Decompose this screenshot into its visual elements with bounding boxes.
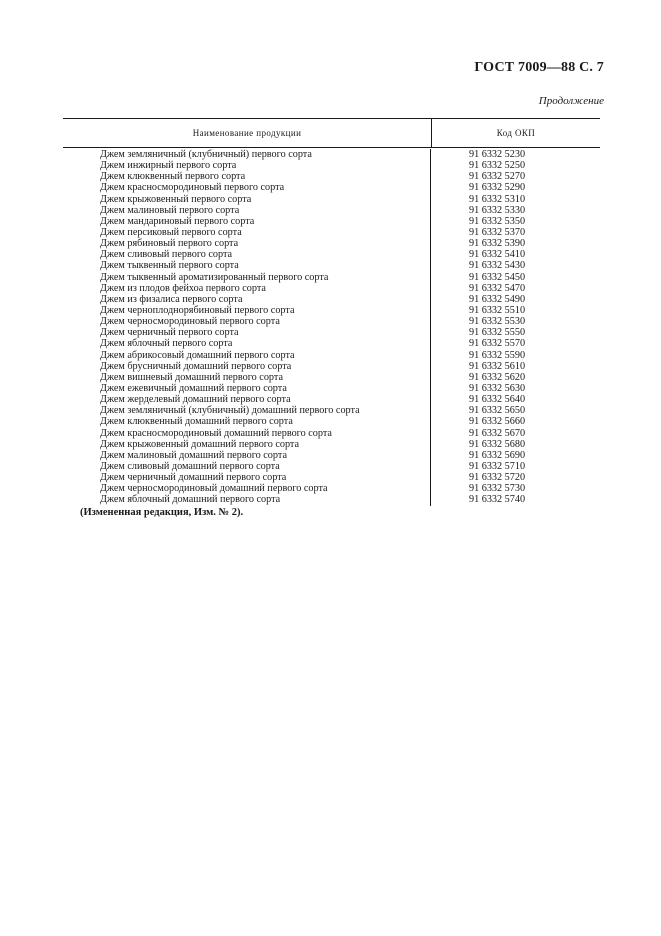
table-row: [63, 405, 600, 416]
okp-code-cell: 91 6332 5270: [469, 171, 526, 183]
table-row: [63, 494, 600, 505]
product-name-cell: Джем из физалиса первого сорта: [63, 294, 431, 305]
product-name-cell: Джем из плодов фейхоа первого сорта: [63, 283, 431, 294]
okp-code-cell: 91 6332 5630: [469, 382, 526, 394]
table-row: [63, 182, 600, 193]
table-row: [63, 205, 600, 216]
product-name-cell: Джем вишневый домашний первого сорта: [63, 372, 431, 383]
table-row: [63, 450, 600, 461]
product-name-cell: Джем тыквенный первого сорта: [63, 260, 431, 271]
product-name-cell: Джем земляничный (клубничный) первого сорта: [63, 149, 431, 160]
okp-code-cell: 91 6332 5230: [469, 149, 526, 160]
okp-code-cell: 91 6332 5590: [469, 349, 526, 361]
product-name-cell: Джем крыжовенный первого сорта: [63, 194, 431, 205]
table-row: [63, 171, 600, 182]
okp-code-cell: 91 6332 5530: [469, 316, 526, 328]
okp-code-cell: 91 6332 5710: [469, 460, 526, 472]
okp-code-cell: 91 6332 5310: [469, 193, 526, 205]
product-name-cell: Джем инжирный первого сорта: [63, 160, 431, 171]
column-header-code: Код ОКП: [496, 128, 536, 138]
table-header: [63, 118, 600, 148]
product-name-cell: Джем земляничный (клубничный) домашний первого сорта: [63, 405, 431, 416]
okp-code-cell: 91 6332 5370: [469, 226, 526, 238]
page-title: ГОСТ 7009—88 С. 7: [474, 60, 604, 75]
product-name-cell: Джем яблочный первого сорта: [63, 338, 431, 349]
product-name-cell: Джем тыквенный ароматизированный первого сорта: [63, 272, 431, 283]
table-row: [63, 260, 600, 271]
product-name-cell: Джем красносмородиновый домашний первого сорта: [63, 428, 431, 439]
okp-code-cell: 91 6332 5720: [469, 472, 526, 484]
table-row: [63, 428, 600, 439]
product-name-cell: Джем крыжовенный домашний первого сорта: [63, 439, 431, 450]
okp-code-cell: 91 6332 5390: [469, 238, 526, 250]
okp-code-cell: 91 6332 5660: [469, 416, 526, 428]
table-row: [63, 439, 600, 450]
product-name-cell: Джем черничный первого сорта: [63, 327, 431, 338]
product-name-cell: Джем черносмородиновый первого сорта: [63, 316, 431, 327]
product-name-cell: Джем черносмородиновый домашний первого сорта: [63, 483, 431, 494]
table-row: [63, 160, 600, 171]
table-row: [63, 361, 600, 372]
okp-code-cell: 91 6332 5330: [469, 204, 526, 216]
table-row: [63, 227, 600, 238]
product-name-cell: Джем рябиновый первого сорта: [63, 238, 431, 249]
okp-code-cell: 91 6332 5620: [469, 371, 526, 383]
table-row: [63, 194, 600, 205]
table-row: [63, 283, 600, 294]
okp-code-cell: 91 6332 5250: [469, 160, 526, 172]
okp-code-cell: 91 6332 5350: [469, 215, 526, 227]
table-row: [63, 416, 600, 427]
okp-code-cell: 91 6332 5680: [469, 438, 526, 450]
table-row: [63, 483, 600, 494]
table-row: [63, 238, 600, 249]
table-row: [63, 383, 600, 394]
continuation-label: Продолжение: [538, 95, 604, 107]
table-row: [63, 372, 600, 383]
okp-code-cell: 91 6332 5610: [469, 360, 526, 372]
okp-code-cell: 91 6332 5650: [469, 405, 526, 417]
table-body: [63, 148, 600, 506]
table-row: [63, 249, 600, 260]
table-row: [63, 149, 600, 160]
product-name-cell: Джем клюквенный домашний первого сорта: [63, 416, 431, 427]
product-name-cell: Джем малиновый домашний первого сорта: [63, 450, 431, 461]
okp-code-cell: 91 6332 5410: [469, 249, 526, 261]
product-name-cell: Джем малиновый первого сорта: [63, 205, 431, 216]
table-row: [63, 350, 600, 361]
product-name-cell: Джем жерделевый домашний первого сорта: [63, 394, 431, 405]
product-name-cell: Джем черничный домашний первого сорта: [63, 472, 431, 483]
table-row: [63, 472, 600, 483]
okp-code-cell: 91 6332 5740: [469, 494, 526, 506]
product-name-cell: Джем сливовый первого сорта: [63, 249, 431, 260]
product-name-cell: Джем мандариновый первого сорта: [63, 216, 431, 227]
okp-code-cell: 91 6332 5640: [469, 394, 526, 406]
product-table: [63, 118, 600, 506]
table-row: [63, 294, 600, 305]
okp-code-cell: 91 6332 5550: [469, 327, 526, 339]
okp-code-cell: 91 6332 5690: [469, 449, 526, 461]
product-name-cell: Джем черноплоднорябиновый первого сорта: [63, 305, 431, 316]
okp-code-cell: 91 6332 5450: [469, 271, 526, 283]
okp-code-cell: 91 6332 5670: [469, 427, 526, 439]
product-name-cell: Джем персиковый первого сорта: [63, 227, 431, 238]
okp-code-cell: 91 6332 5470: [469, 282, 526, 294]
okp-code-cell: 91 6332 5290: [469, 182, 526, 194]
product-name-cell: Джем клюквенный первого сорта: [63, 171, 431, 182]
table-row: [63, 327, 600, 338]
okp-code-cell: 91 6332 5730: [469, 483, 526, 495]
table-row: [63, 305, 600, 316]
product-name-cell: Джем сливовый домашний первого сорта: [63, 461, 431, 472]
column-header-name: Наименование продукции: [63, 119, 432, 147]
product-name-cell: Джем яблочный домашний первого сорта: [63, 494, 431, 505]
table-row: [63, 338, 600, 349]
table-row: [63, 316, 600, 327]
table-row: [63, 461, 600, 472]
table-row: [63, 216, 600, 227]
product-name-cell: Джем брусничный домашний первого сорта: [63, 361, 431, 372]
okp-code-cell: 91 6332 5570: [469, 338, 526, 350]
product-name-cell: Джем красносмородиновый первого сорта: [63, 182, 431, 193]
table-row: [63, 272, 600, 283]
okp-code-cell: 91 6332 5510: [469, 304, 526, 316]
product-name-cell: Джем абрикосовый домашний первого сорта: [63, 350, 431, 361]
okp-code-cell: 91 6332 5490: [469, 293, 526, 305]
okp-code-cell: 91 6332 5430: [469, 260, 526, 272]
product-name-cell: Джем ежевичный домашний первого сорта: [63, 383, 431, 394]
table-row: [63, 394, 600, 405]
amendment-note: (Измененная редакция, Изм. № 2).: [80, 507, 244, 518]
